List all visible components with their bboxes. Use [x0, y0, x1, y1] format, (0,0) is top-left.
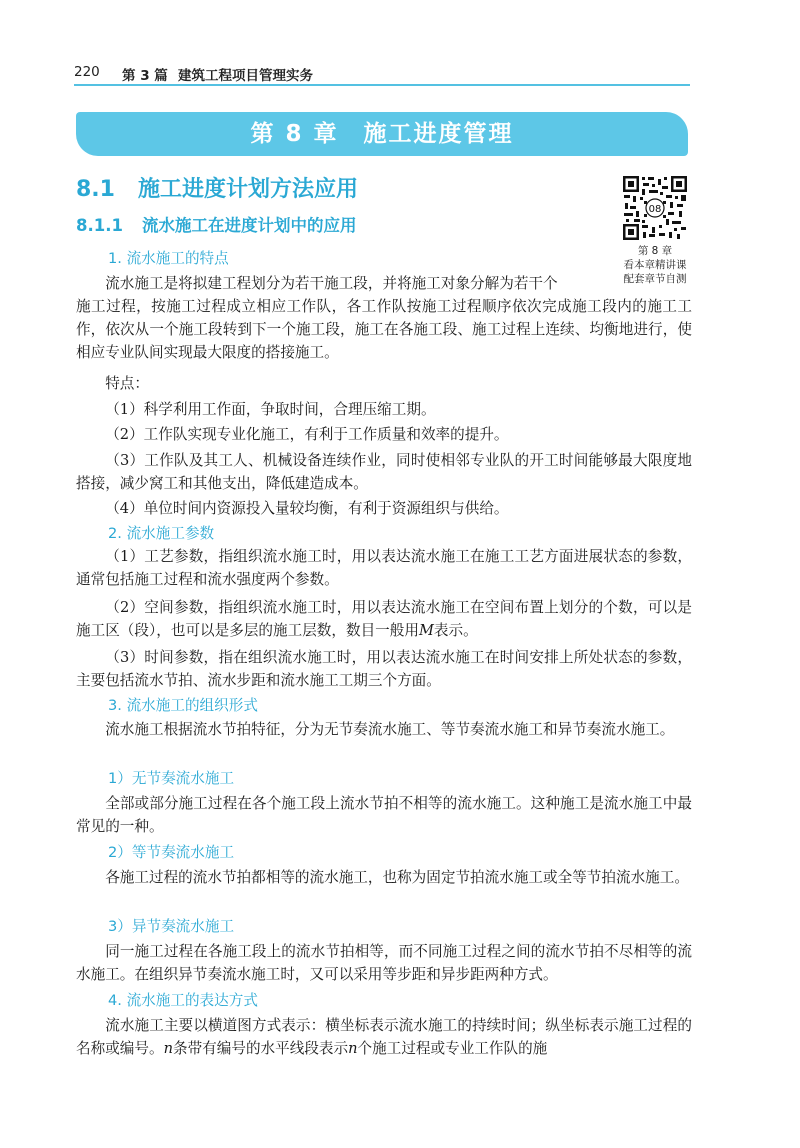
heading-4: 4. 流水施工的表达方式	[108, 992, 258, 1009]
heading-3: 3. 流水施工的组织形式	[108, 697, 258, 714]
qr-caption	[612, 244, 698, 286]
paragraph-line: 流水施工是将拟建工程划分为若干施工段，并将施工对象分解为若干个	[105, 275, 558, 292]
paragraph: 各施工过程的流水节拍都相等的流水施工，也称为固定节拍流水施工或全等节拍流水施工。	[105, 869, 689, 886]
paragraph: 流水施工根据流水节拍特征，分为无节奏流水施工、等节奏流水施工和异节奏流水施工。	[105, 721, 675, 738]
paragraph-text: 特点：	[105, 375, 149, 392]
book-title: 建筑工程项目管理实务	[178, 68, 313, 84]
qr-code-icon[interactable]	[622, 175, 688, 241]
section-heading	[76, 172, 358, 203]
paragraph-text: 施工过程，按施工过程成立相应工作队，各工作队按施工过程顺序依次完成施工段内的施工工作，依次从一个施工段转到下一个施工段，施工在各施工段、施工过程上连续、均衡地进行，使相应专业队间实现最大限度的搭接施工。	[76, 298, 692, 361]
qr-caption-line: 第 8 章	[637, 245, 673, 257]
heading-2: 2. 流水施工参数	[108, 525, 215, 542]
header-rule	[74, 84, 690, 86]
heading-3a: 1）无节奏流水施工	[108, 770, 235, 787]
list-item: （4）单位时间内资源投入量较均衡，有利于资源组织与供给。	[105, 500, 509, 517]
paragraph	[76, 272, 616, 295]
part-label: 第 3 篇	[122, 68, 168, 84]
subsection-number: 8.1.1	[76, 216, 123, 235]
list-item: （3）工作队及其工人、机械设备连续作业，同时使相邻专业队的开工时间能够最大限度地搭接，减少窝工和其他支出，降低建造成本。	[76, 452, 692, 492]
paragraph	[76, 372, 692, 395]
paragraph	[76, 295, 692, 364]
heading-3b: 2）等节奏流水施工	[108, 844, 235, 861]
qr-caption-line: 看本章精讲课	[623, 259, 687, 271]
subsection-title: 流水施工在进度计划中的应用	[142, 216, 357, 235]
list-item: （3）时间参数，指在组织流水施工时，用以表达流水施工在时间安排上所处状态的参数，主要包括流水节拍、流水步距和流水施工工期三个方面。	[76, 649, 692, 689]
list-item	[76, 596, 692, 642]
variable-n: n	[163, 1040, 173, 1057]
paragraph: 全部或部分施工过程在各个施工段上流水节拍不相等的流水施工。这种施工是流水施工中最常见的一种。	[76, 795, 692, 835]
list-item: （1）科学利用工作面，争取时间，合理压缩工期。	[105, 401, 436, 418]
heading-3c: 3）异节奏流水施工	[108, 918, 235, 935]
heading-1: 1. 流水施工的特点	[108, 250, 229, 267]
paragraph-text: 流水施工主要以横道图方式表示：横坐标表示流水施工的持续时间；纵坐标表示施工过程的名称或编号。n条带有编号的水平线段表示n个施工过程或专业工作队的施	[76, 1017, 692, 1057]
list-item: （1）工艺参数，指组织流水施工时，用以表达流水施工在施工工艺方面进展状态的参数，通常包括施工过程和流水强度两个参数。	[76, 548, 692, 588]
paragraph: 同一施工过程在各施工段上的流水节拍相等，而不同施工过程之间的流水节拍不尽相等的流水施工。在组织异节奏流水施工时，又可以采用等步距和异步距两种方式。	[76, 943, 692, 983]
running-header	[74, 62, 690, 86]
section-title: 施工进度计划方法应用	[138, 177, 359, 202]
chapter-title: 第 8 章 施工进度管理	[250, 121, 514, 147]
subsection-heading	[76, 212, 357, 236]
qr-center-label: 08	[648, 204, 662, 215]
list-item: （2）工作队实现专业化施工，有利于工作质量和效率的提升。	[105, 426, 509, 443]
qr-caption-line: 配套章节自测	[623, 273, 687, 285]
paragraph	[76, 1014, 692, 1060]
paragraph-text: （2）空间参数，指组织流水施工时，用以表达流水施工在空间布置上划分的个数，可以是施工区（段），也可以是多层的施工层数，数目一般用M表示。	[76, 599, 692, 639]
variable-n: n	[348, 1040, 358, 1057]
section-number: 8.1	[76, 177, 115, 202]
page-number: 220	[74, 64, 100, 80]
variable-M: M	[418, 622, 434, 639]
